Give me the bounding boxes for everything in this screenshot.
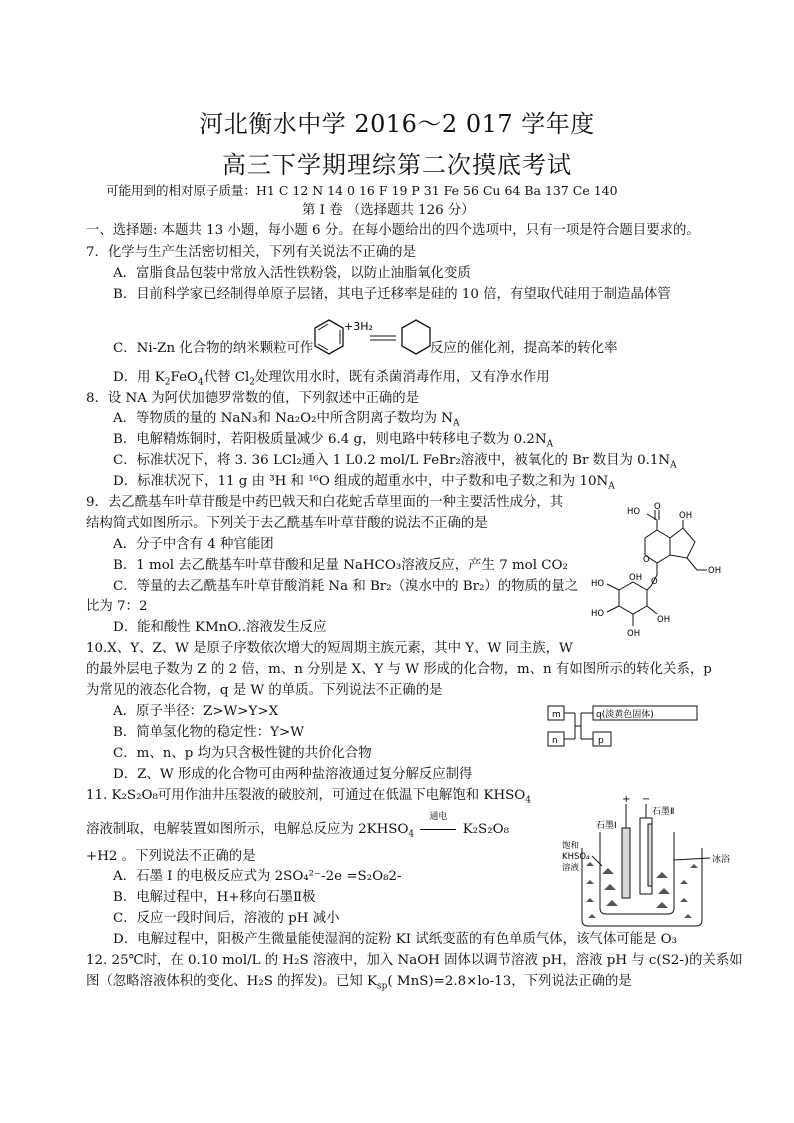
benzene-hydrogenation-equation [312,316,432,362]
q10-conversion-diagram [545,702,705,754]
q10-stem-2: 的最外层电子数为 Z 的 2 倍，m、n 分别是 X、Y 与 W 形成的化合物，m、n 有如图所示的转化关系，p [86,662,712,677]
svg-text:KHSO₄: KHSO₄ [562,852,590,862]
q9-stem-2: 结构简式如图所示。下列关于去乙酰基车叶草苷酸的说法不正确的是 [86,516,488,531]
q11-option-c: C．反应一段时间后，溶液的 pH 减小 [113,911,340,926]
svg-text:q(淡黄色固体): q(淡黄色固体) [596,710,654,720]
svg-text:+: + [622,794,631,805]
q7-c-pre: C．Ni-Zn 化合物的纳米颗粒可作 [113,341,314,356]
cyclohexane-ring [402,320,430,354]
q8-option-a: A．等物质的量的 NaN₃和 Na₂O₂中所含阴离子数均为 $N_A$ [113,411,460,429]
svg-text:p: p [598,736,604,746]
svg-text:O: O [643,555,650,565]
svg-text:OH: OH [657,615,671,625]
svg-text:OH: OH [679,511,693,521]
svg-text:OH: OH [708,566,722,576]
q7-option-a: A．富脂食品包装中常放入活性铁粉袋，以防止油脂氧化变质 [113,266,471,281]
electrolysis-arrow: 通电 [418,821,458,839]
q9-option-b: B．1 mol 去乙酰基车叶草苷酸和足量 NaHCO₃溶液反应，产生 7 mol CO₂ [113,558,568,573]
q10-option-b: B．简单氢化物的稳定性：Y>W [113,725,304,740]
atomic-masses: 可能用到的相对原子质量：H1 C 12 N 14 0 16 F 19 P 31 Fe 56 Cu 64 Ba 137 Ce 140 [106,183,618,198]
svg-text:O: O [651,577,658,587]
q11-stem-3: +H2 。下列说法不正确的是 [86,849,256,864]
exam-title: 河北衡水中学 2016～2 017 学年度 [199,110,595,138]
q7-option-c [113,340,313,358]
svg-text:n: n [552,736,558,746]
svg-text:石墨Ⅱ: 石墨Ⅱ [652,807,675,817]
q11-option-b: B．电解过程中，H+移向石墨Ⅱ极 [113,890,316,905]
q9-option-c-1: C．等量的去乙酰基车叶草苷酸消耗 Na 和 Br₂（溴水中的 Br₂）的物质的量之 [113,579,579,594]
q9-stem-1: 9．去乙酰基车叶草苷酸是中药巴戟天和白花蛇舌草里面的一种主要活性成分，其 [86,495,564,510]
q10-option-c: C．m、n、p 均为只含极性键的共价化合物 [113,746,372,761]
q7-option-b: B．目前科学家已经制得单原子层锗，其电子迁移率是硅的 10 倍，有望取代硅用于制造晶体管 [113,287,671,302]
q8-option-c: C．标准状况下，将 3. 36 LCl₂通入 1 L0.2 mol/L FeBr₂溶液中，被氧化的 Br 数目为 $0.1N_A$ [113,453,677,471]
svg-text:HO: HO [591,579,605,589]
svg-text:OH: OH [629,573,643,583]
part1-heading: 第 I 卷 （选择题共 126 分） [302,203,475,218]
q11-option-a: A．石墨 I 的电极反应式为 2SO₄²⁻-2e =S₂O₈2- [113,869,402,884]
svg-text:饱和: 饱和 [562,841,580,851]
svg-text:m: m [552,710,561,720]
q9-structure-diagram [585,500,735,645]
q7-c-post: 反应的催化剂，提高苯的转化率 [430,341,618,356]
q11-stem-2: 溶液制取，电解装置如图所示，电解总反应为 $2KHSO_4$ 通电 K₂S₂O₈ [86,812,509,840]
q10-option-a: A．原子半径：Z>W>Y>X [113,704,279,719]
q10-stem-3: 为常见的液态化合物，q 是 W 的单质。下列说法不正确的是 [86,683,443,698]
q9-option-a: A．分子中含有 4 种官能团 [113,537,274,552]
svg-text:O: O [654,502,661,512]
q12-line-2: 图（忽略溶液体积的变化、H₂S 的挥发)。已知 $K_{sp}$( MnS)=2.8×lo-13，下列说法正确的是 [86,974,632,992]
svg-text:HO: HO [591,609,605,619]
svg-text:冰浴: 冰浴 [712,855,731,865]
q11-electrolysis-apparatus [560,788,750,928]
svg-text:石墨Ⅰ: 石墨Ⅰ [596,821,617,831]
q8-option-d: D．标准状况下，11 g 由 ³H 和 ¹⁶O 组成的超重水中，中子数和电子数之和为 $10N_A$ [113,474,615,492]
benzene-ring [315,320,343,354]
q11-stem-1: 11. K₂S₂O₈可用作油井压裂液的破胶剂，可通过在低温下电解饱和 $KHSO_4$ [86,788,532,806]
section-instructions: 一、选择题: 本题共 13 小题，每小题 6 分。在每小题给出的四个选项中，只有一项是符合题目要求的。 [86,223,700,238]
q8-stem: 8．设 NA 为阿伏加德罗常数的值，下列叙述中正确的是 [86,391,420,406]
q8-option-b: B．电解精炼铜时，若阳极质量减少 6.4 g，则电路中转移电子数为 $0.2N_A$ [113,432,554,450]
q10-option-d: D．Z、W 形成的化合物可由两种盐溶液通过复分解反应制得 [113,767,473,782]
q9-option-d: D．能和酸性 KMnO..溶液发生反应 [113,620,327,635]
q7-option-d: D．用 $K_2FeO_4$代替 $Cl_2$处理饮用水时，既有杀菌消毒作用，又有净水作用 [113,370,550,388]
q10-stem-1: 10.X、Y、Z、W 是原子序数依次增大的短周期主族元素，其中 Y、W 同主族，W [86,641,573,656]
svg-text:溶液: 溶液 [562,863,580,873]
q11-option-d: D．电解过程中，阳极产生微量能使湿润的淀粉 KI 试纸变蓝的有色单质气体，该气体可能是 O₃ [113,932,677,947]
plus-3h2: +3H₂ [344,320,373,333]
exam-subtitle: 高三下学期理综第二次摸底考试 [222,151,572,179]
q9-option-c-2: 比为 7：2 [86,599,148,614]
q7-stem: 7．化学与生产生活密切相关，下列有关说法不正确的是 [86,245,416,260]
q12-line-1: 12. 25℃时，在 0.10 mol/L 的 H₂S 溶液中，加入 NaOH 固体以调节溶液 pH，溶液 pH 与 c(S2-)的关系如 [86,953,743,968]
svg-text:HO: HO [627,507,641,517]
svg-text:OH: OH [627,629,641,639]
svg-text:−: − [642,794,651,805]
